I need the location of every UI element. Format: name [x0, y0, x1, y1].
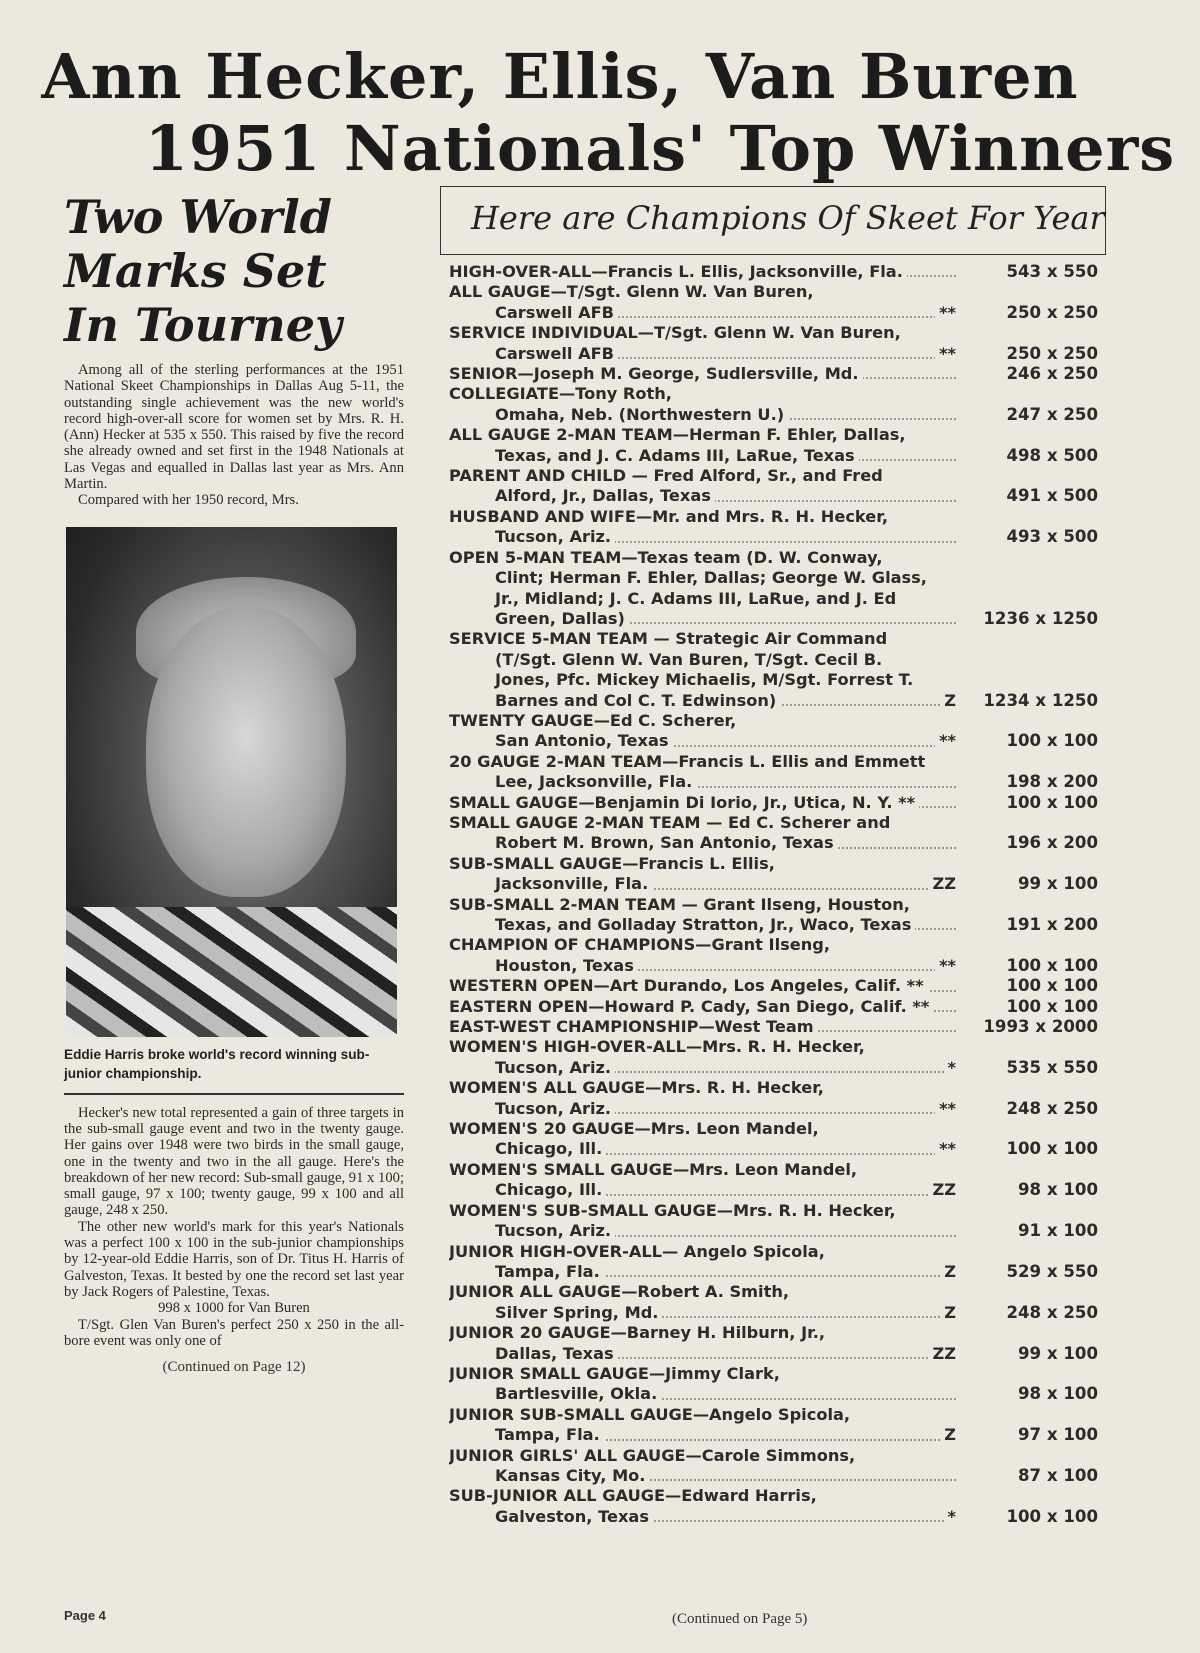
- champion-entry-text: Tucson, Ariz.: [495, 1099, 615, 1118]
- champion-entry-text: Robert M. Brown, San Antonio, Texas: [495, 833, 838, 852]
- champion-entry-score: 100 x 100: [1006, 1139, 1098, 1159]
- champion-entry-text: JUNIOR 20 GAUGE—Barney H. Hilburn, Jr.,: [449, 1323, 826, 1343]
- champion-entry-score: 100 x 100: [1006, 1506, 1098, 1526]
- champion-entry-score: 98 x 100: [1018, 1180, 1098, 1200]
- article-paragraph: The other new world's mark for this year's Nationals was a perfect 100 x 100 in the sub-junior championships by 12-year-old Eddie Harris, son of Dr. Titus H. Harris of Galveston, Texas. It bested by one the record set last year by Jack Rogers of Palestine, Texas.: [64, 1218, 404, 1300]
- champion-entry-text: WOMEN'S SMALL GAUGE—Mrs. Leon Mandel,: [449, 1159, 858, 1179]
- champion-entry-score: 493 x 500: [1006, 527, 1098, 547]
- champion-entry-line: [449, 752, 1106, 772]
- champion-entry: [449, 1119, 1106, 1160]
- champion-entry-text: Tucson, Ariz.: [495, 1221, 615, 1240]
- champion-entry-text: PARENT AND CHILD — Fred Alford, Sr., and Fred: [449, 466, 883, 486]
- champion-entry-line: [449, 323, 1106, 343]
- champion-entry-text: Omaha, Neb. (Northwestern U.): [495, 405, 788, 424]
- champion-entry-line: [449, 568, 1106, 588]
- champion-entry-text: ALL GAUGE 2-MAN TEAM—Herman F. Ehler, Dallas,: [449, 425, 906, 445]
- champion-entry-score: 247 x 250: [1006, 404, 1098, 424]
- champion-entry: [449, 1078, 1106, 1119]
- champion-entry: [449, 1323, 1106, 1364]
- champion-entry-score: 1993 x 2000: [983, 1017, 1098, 1037]
- champion-entry-text: 20 GAUGE 2-MAN TEAM—Francis L. Ellis and Emmett: [449, 751, 926, 771]
- champion-entry-text: Jones, Pfc. Mickey Michaelis, M/Sgt. Forrest T.: [495, 670, 914, 690]
- champion-entry-text: Bartlesville, Okla.: [495, 1384, 661, 1403]
- champion-entry: [449, 1486, 1106, 1527]
- champion-entry: [449, 793, 1106, 813]
- champion-entry: [449, 364, 1106, 384]
- champion-entry: [449, 813, 1106, 854]
- champion-entry-text: SUB-SMALL GAUGE—Francis L. Ellis,: [449, 853, 775, 873]
- champion-entry-text: Tucson, Ariz.: [495, 1058, 615, 1077]
- champion-entry-line: [449, 935, 1106, 955]
- champion-entry: [449, 1242, 1106, 1283]
- champion-entry-text: Tampa, Fla.: [495, 1262, 604, 1281]
- champion-entry-text: JUNIOR GIRLS' ALL GAUGE—Carole Simmons,: [449, 1445, 856, 1465]
- champions-continued-note: (Continued on Page 5): [672, 1611, 808, 1627]
- champion-entry-text: WOMEN'S ALL GAUGE—Mrs. R. H. Hecker,: [449, 1078, 824, 1098]
- champion-entry-mark: **: [935, 956, 956, 976]
- subhead-line: Two World: [64, 190, 332, 244]
- champions-list: [449, 262, 1106, 1527]
- champion-entry-text: JUNIOR HIGH-OVER-ALL— Angelo Spicola,: [449, 1241, 825, 1261]
- champion-entry: [449, 1405, 1106, 1446]
- champion-entry: [449, 1017, 1106, 1037]
- champion-entry-text: Dallas, Texas: [495, 1344, 618, 1363]
- champion-entry-text: EAST-WEST CHAMPIONSHIP—West Team: [449, 1017, 818, 1036]
- champion-entry: [449, 854, 1106, 895]
- article-paragraph: Hecker's new total represented a gain of three targets in the sub-small gauge event and two in the twenty gauge. Her gains over 1948 were two birds in the small gauge, one in the twenty and two in the all gauge. Here's the breakdown of her new record: Sub-small gauge, 91 x 100; small gauge, 97 x 100; twenty gauge, 99 x 100 and all gauge, 248 x 250.: [64, 1104, 404, 1219]
- champion-entry-text: Galveston, Texas: [495, 1507, 653, 1526]
- champion-entry-text: WESTERN OPEN—Art Durando, Los Angeles, Calif. **: [449, 976, 928, 995]
- champion-entry: [449, 323, 1106, 364]
- champion-entry-text: COLLEGIATE—Tony Roth,: [449, 384, 672, 404]
- champion-entry-score: 87 x 100: [1018, 1465, 1098, 1485]
- article-paragraph: T/Sgt. Glen Van Buren's perfect 250 x 250 in the all-bore event was only one of: [64, 1316, 404, 1349]
- champion-entry-text: JUNIOR SUB-SMALL GAUGE—Angelo Spicola,: [449, 1404, 851, 1424]
- champion-entry-text: (T/Sgt. Glenn W. Van Buren, T/Sgt. Cecil B.: [495, 649, 883, 669]
- champion-entry-score: 535 x 550: [1006, 1057, 1098, 1077]
- champion-entry-line: [449, 1446, 1106, 1466]
- article-minihead: 998 x 1000 for Van Buren: [158, 1300, 310, 1317]
- champion-entry-mark: **: [935, 344, 956, 364]
- champion-entry-line: [449, 711, 1106, 731]
- champion-entry-text: Chicago, Ill.: [495, 1139, 606, 1158]
- champion-entry-mark: **: [935, 1099, 956, 1119]
- champion-entry-line: [449, 282, 1106, 302]
- champion-entry-text: SERVICE 5-MAN TEAM — Strategic Air Command: [449, 629, 888, 649]
- champion-entry: [449, 1364, 1106, 1405]
- champion-entry-mark: Z: [940, 1425, 956, 1445]
- champion-entry-text: Lee, Jacksonville, Fla.: [495, 772, 696, 791]
- champion-entry-line: [449, 548, 1106, 568]
- subhead-line: In Tourney: [64, 298, 342, 352]
- champion-entry-text: Tucson, Ariz.: [495, 527, 615, 546]
- champion-entry-mark: **: [935, 1139, 956, 1159]
- champion-entry-text: San Antonio, Texas: [495, 731, 673, 750]
- champion-entry: [449, 425, 1106, 466]
- photo-face: [146, 607, 346, 897]
- champion-entry-text: TWENTY GAUGE—Ed C. Scherer,: [449, 710, 737, 730]
- champion-entry-text: JUNIOR SMALL GAUGE—Jimmy Clark,: [449, 1363, 780, 1383]
- champion-entry: [449, 1201, 1106, 1242]
- champion-entry-score: 98 x 100: [1018, 1384, 1098, 1404]
- champion-entry-mark: *: [944, 1507, 956, 1527]
- champion-entry-text: Clint; Herman F. Ehler, Dallas; George W. Glass,: [495, 568, 927, 588]
- champion-entry: [449, 752, 1106, 793]
- champion-entry-line: [449, 1486, 1106, 1506]
- champion-entry-line: [449, 425, 1106, 445]
- champion-entry-text: EASTERN OPEN—Howard P. Cady, San Diego, Calif. **: [449, 997, 933, 1016]
- champion-entry-score: 198 x 200: [1006, 772, 1098, 792]
- champion-entry-score: 248 x 250: [1006, 1098, 1098, 1118]
- champions-title: Here are Champions Of Skeet For Year: [471, 199, 1105, 237]
- champion-entry: [449, 282, 1106, 323]
- champion-entry-text: Green, Dallas): [495, 609, 629, 628]
- champion-entry-line: [449, 589, 1106, 609]
- champion-entry-mark: ZZ: [929, 1344, 956, 1364]
- champion-entry-text: SMALL GAUGE 2-MAN TEAM — Ed C. Scherer and: [449, 812, 891, 832]
- photo-eddie-harris: [66, 527, 397, 1037]
- champion-entry-text: ALL GAUGE—T/Sgt. Glenn W. Van Buren,: [449, 282, 814, 302]
- champion-entry-text: WOMEN'S SUB-SMALL GAUGE—Mrs. R. H. Hecker,: [449, 1200, 896, 1220]
- headline-line-2: 1951 Nationals' Top Winners: [144, 112, 1176, 185]
- champion-entry-text: OPEN 5-MAN TEAM—Texas team (D. W. Conway,: [449, 547, 883, 567]
- champion-entry: [449, 262, 1106, 282]
- champion-entry-line: [449, 1323, 1106, 1343]
- subhead-line: Marks Set: [64, 244, 327, 298]
- article-paragraph: Compared with her 1950 record, Mrs.: [78, 492, 299, 509]
- champion-entry-mark: *: [944, 1058, 956, 1078]
- champion-entry-mark: Z: [940, 1303, 956, 1323]
- champion-entry-line: [449, 384, 1106, 404]
- champion-entry-line: [449, 1078, 1106, 1098]
- champions-title-rule: [440, 254, 1106, 255]
- champion-entry: [449, 1282, 1106, 1323]
- champion-entry-text: Alford, Jr., Dallas, Texas: [495, 486, 715, 505]
- champion-entry: [449, 935, 1106, 976]
- article-paragraph: Among all of the sterling performances at the 1951 National Skeet Championships in Dallas Aug 5-11, the outstanding single achievement was the new world's record high-over-all score for women set by Mrs. R. H. (Ann) Hecker at 535 x 550. This raised by five the record she already owned and set first in the 1948 Nationals at Las Vegas and equalled in Dallas last year as Mrs. Ann Martin.: [64, 362, 404, 493]
- champion-entry-text: JUNIOR ALL GAUGE—Robert A. Smith,: [449, 1282, 789, 1302]
- champion-entry-text: SMALL GAUGE—Benjamin Di Iorio, Jr., Utica, N. Y. **: [449, 793, 919, 812]
- champion-entry-line: [449, 813, 1106, 833]
- photo-caption: Eddie Harris broke world's record winning sub-junior championship.: [64, 1045, 404, 1095]
- champion-entry-line: [449, 1160, 1106, 1180]
- champion-entry-text: Texas, and J. C. Adams III, LaRue, Texas: [495, 446, 859, 465]
- champion-entry-score: 191 x 200: [1006, 915, 1098, 934]
- champion-entry-mark: Z: [940, 691, 956, 711]
- champion-entry: [449, 384, 1106, 425]
- champion-entry-text: SERVICE INDIVIDUAL—T/Sgt. Glenn W. Van Buren,: [449, 323, 901, 343]
- champion-entry-score: 1234 x 1250: [983, 690, 1098, 710]
- champion-entry-score: 91 x 100: [1018, 1221, 1098, 1241]
- photo-shirt: [66, 907, 397, 1037]
- champion-entry-text: Tampa, Fla.: [495, 1425, 604, 1444]
- champion-entry-text: Carswell AFB: [495, 303, 618, 322]
- champion-entry-text: Chicago, Ill.: [495, 1180, 606, 1199]
- champion-entry-line: [449, 650, 1106, 670]
- champion-entry-text: CHAMPION OF CHAMPIONS—Grant Ilseng,: [449, 935, 830, 955]
- champion-entry: [449, 1160, 1106, 1201]
- champion-entry-line: [449, 1119, 1106, 1139]
- champion-entry-score: 99 x 100: [1018, 874, 1098, 894]
- champion-entry-score: 543 x 550: [1006, 262, 1098, 281]
- champion-entry-score: 97 x 100: [1018, 1425, 1098, 1445]
- champion-entry-line: [449, 1405, 1106, 1425]
- champion-entry-score: 529 x 550: [1006, 1261, 1098, 1281]
- continued-note: (Continued on Page 12): [162, 1359, 306, 1376]
- champion-entry-score: 100 x 100: [1006, 955, 1098, 975]
- champion-entry: [449, 976, 1106, 996]
- champion-entry: [449, 629, 1106, 711]
- champion-entry-score: 196 x 200: [1006, 833, 1098, 853]
- champion-entry-text: SUB-JUNIOR ALL GAUGE—Edward Harris,: [449, 1486, 817, 1506]
- champion-entry-line: [449, 1037, 1106, 1057]
- champion-entry-score: 498 x 500: [1006, 445, 1098, 465]
- champion-entry-line: [449, 1282, 1106, 1302]
- headline-line-1: Ann Hecker, Ellis, Van Buren: [41, 40, 1079, 113]
- champion-entry-score: 246 x 250: [1006, 364, 1098, 384]
- champions-title-box: [440, 186, 1106, 254]
- champion-entry-line: [449, 1364, 1106, 1384]
- champion-entry-text: Texas, and Golladay Stratton, Jr., Waco, Texas: [495, 915, 915, 934]
- champion-entry-score: 100 x 100: [1006, 792, 1098, 812]
- champion-entry-score: 99 x 100: [1018, 1343, 1098, 1363]
- champion-entry-text: WOMEN'S HIGH-OVER-ALL—Mrs. R. H. Hecker,: [449, 1037, 865, 1057]
- champion-entry-line: [449, 1201, 1106, 1221]
- champion-entry-score: 248 x 250: [1006, 1302, 1098, 1322]
- champion-entry: [449, 895, 1106, 936]
- champion-entry-text: Carswell AFB: [495, 344, 618, 363]
- champion-entry-score: 100 x 100: [1006, 996, 1098, 1016]
- article-column: [64, 190, 404, 1376]
- champion-entry-score: 100 x 100: [1006, 731, 1098, 751]
- champion-entry-text: Kansas City, Mo.: [495, 1466, 649, 1485]
- champion-entry-line: [449, 1242, 1106, 1262]
- champion-entry-text: HIGH-OVER-ALL—Francis L. Ellis, Jacksonville, Fla.: [449, 262, 907, 281]
- champion-entry-text: WOMEN'S 20 GAUGE—Mrs. Leon Mandel,: [449, 1119, 819, 1139]
- champion-entry-text: Jacksonville, Fla.: [495, 874, 652, 893]
- champion-entry-text: SUB-SMALL 2-MAN TEAM — Grant Ilseng, Houston,: [449, 894, 910, 914]
- champion-entry: [449, 711, 1106, 752]
- champion-entry-text: HUSBAND AND WIFE—Mr. and Mrs. R. H. Hecker,: [449, 506, 888, 526]
- champion-entry-line: [449, 670, 1106, 690]
- champion-entry-score: 250 x 250: [1006, 302, 1098, 322]
- champion-entry-text: Silver Spring, Md.: [495, 1303, 662, 1322]
- champion-entry-mark: **: [935, 303, 956, 323]
- champion-entry-line: [449, 466, 1106, 486]
- champion-entry-text: SENIOR—Joseph M. George, Sudlersville, Md.: [449, 364, 863, 383]
- champion-entry-score: 250 x 250: [1006, 343, 1098, 363]
- article-subhead: [64, 190, 404, 352]
- champion-entry: [449, 507, 1106, 548]
- champion-entry-text: Houston, Texas: [495, 956, 638, 975]
- champion-entry: [449, 997, 1106, 1017]
- champion-entry-mark: ZZ: [929, 1180, 956, 1200]
- champion-entry: [449, 466, 1106, 507]
- champion-entry-line: [449, 895, 1106, 915]
- champion-entry-score: 491 x 500: [1006, 486, 1098, 506]
- champion-entry-mark: ZZ: [929, 874, 956, 894]
- champion-entry-mark: **: [935, 731, 956, 751]
- champion-entry-text: Jr., Midland; J. C. Adams III, LaRue, and J. Ed: [495, 588, 897, 608]
- champion-entry-mark: Z: [940, 1262, 956, 1282]
- champion-entry-line: [449, 629, 1106, 649]
- page-number: Page 4: [64, 1608, 106, 1623]
- champion-entry: [449, 1037, 1106, 1078]
- champion-entry-score: 100 x 100: [1006, 976, 1098, 996]
- champion-entry-text: Barnes and Col C. T. Edwinson): [495, 691, 780, 710]
- champion-entry-line: [449, 507, 1106, 527]
- champion-entry-line: [449, 854, 1106, 874]
- champion-entry-score: 1236 x 1250: [983, 608, 1098, 628]
- champion-entry: [449, 1446, 1106, 1487]
- champion-entry: [449, 548, 1106, 630]
